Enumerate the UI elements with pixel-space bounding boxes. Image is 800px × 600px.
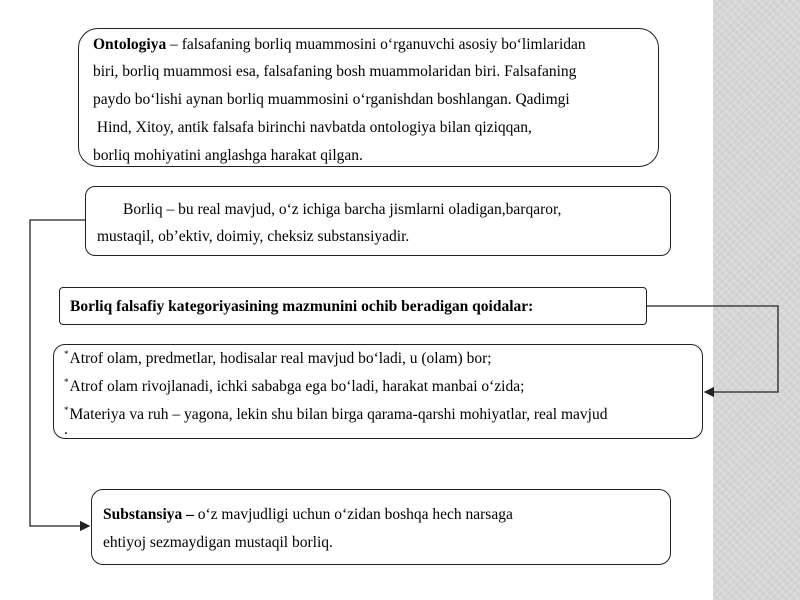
substansiya-definition-start: o‘z mavjudligi uchun o‘zidan boshqa hech narsaga <box>193 506 513 523</box>
bullet-marker: * <box>64 377 69 387</box>
substansiya-line-2: ehtiyoj sezmaydigan mustaqil borliq. <box>103 534 333 551</box>
ontologiya-line-3: paydo bo‘lishi aynan borliq muammosini o‘rganishdan boshlangan. Qadimgi <box>93 91 570 108</box>
ontologiya-line-4: Hind, Xitoy, antik falsafa birinchi navbatda ontologiya bilan qiziqqan, <box>93 119 532 136</box>
rule-3-text: Materiya va ruh – yagona, lekin shu bilan birga qarama-qarshi mohiyatlar, real mavjud <box>69 406 608 423</box>
ontologiya-line-5: borliq mohiyatini anglashga harakat qilgan. <box>93 147 363 164</box>
ontologiya-definition-start: – falsafaning borliq muammosini o‘rganuvchi asosiy bo‘limlaridan <box>166 36 586 53</box>
left-connector-arrow <box>30 220 89 526</box>
borliq-line-1: Borliq – bu real mavjud, o‘z ichiga barcha jismlarni oladigan,barqaror, <box>123 201 562 218</box>
borliq-line-2: mustaqil, ob’ektiv, doimiy, cheksiz substansiyadir. <box>97 228 410 245</box>
ontologiya-line-2: biri, borliq muammosi esa, falsafaning bosh muammolaridan biri. Falsafaning <box>93 63 577 80</box>
rules-heading: Borliq falsafiy kategoriyasining mazmunini ochib beradigan qoidalar: <box>70 298 534 315</box>
rule-2-text: Atrof olam rivojlanadi, ichki sababga ega bo‘ladi, harakat manbai o‘zida; <box>69 378 525 395</box>
bullet-marker: * <box>64 349 69 359</box>
rule-1-text: Atrof olam, predmetlar, hodisalar real mavjud bo‘ladi, u (olam) bor; <box>69 350 492 367</box>
ontologiya-term: Ontologiya <box>93 36 167 53</box>
right-connector-arrow <box>647 306 778 392</box>
rules-list-tail: . <box>64 421 68 438</box>
substansiya-term: Substansiya – <box>103 506 194 523</box>
bullet-marker: * <box>64 405 69 415</box>
